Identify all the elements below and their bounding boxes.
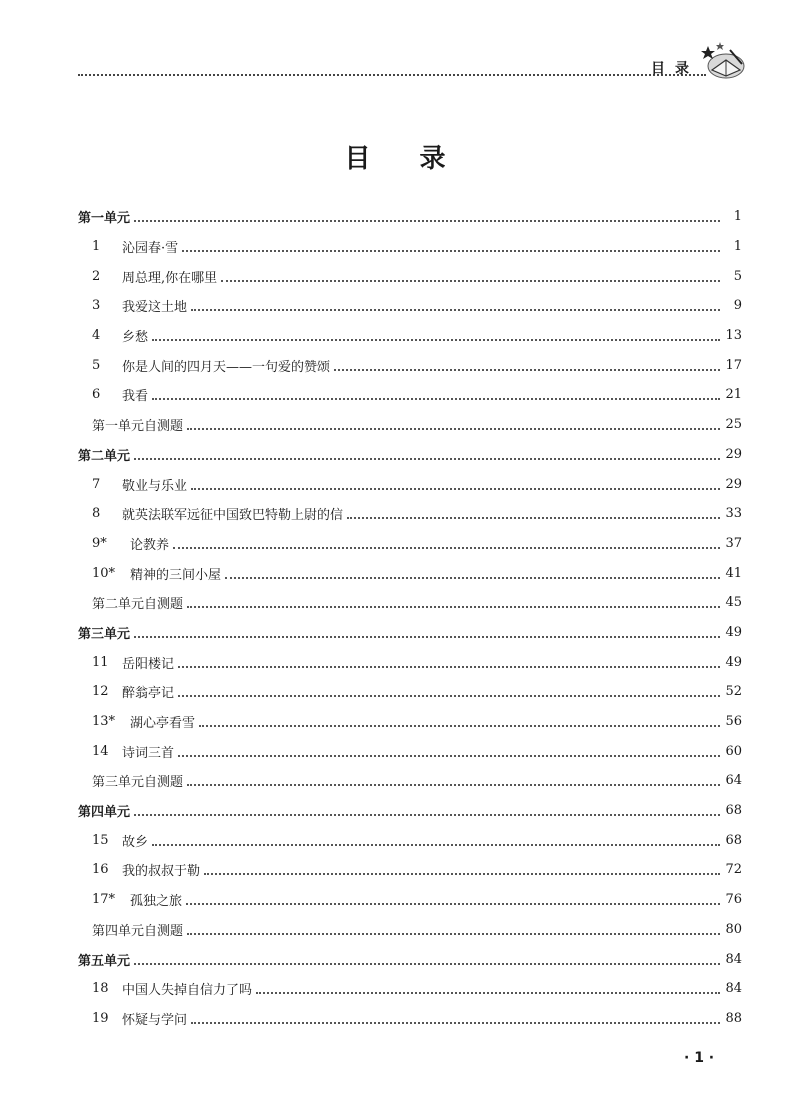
toc-page-number: 13 [725, 328, 742, 344]
toc-page-number: 49 [725, 654, 742, 670]
toc-leader-dots [134, 635, 720, 638]
toc-entry-title: 怀疑与学问 [122, 1012, 188, 1028]
toc-leader-dots [152, 843, 720, 846]
toc-page-number: 49 [725, 624, 742, 640]
toc-entry-title: 第四单元 [78, 805, 131, 821]
toc-page-number: 1 [733, 239, 742, 255]
toc-lesson-number: 14 [92, 743, 109, 759]
toc-lesson-row[interactable] [78, 529, 742, 559]
toc-entry-title: 我看 [122, 389, 149, 405]
toc-lesson-row[interactable] [78, 1004, 742, 1034]
toc-leader-dots [187, 427, 720, 430]
toc-lesson-number: 19 [92, 1010, 109, 1026]
toc-entry-title: 第三单元自测题 [92, 775, 184, 791]
toc-entry-title: 第五单元 [78, 953, 131, 969]
toc-page-number: 1 [733, 209, 742, 225]
toc-lesson-row[interactable] [78, 736, 742, 766]
toc-lesson-number: 9* [92, 535, 107, 551]
toc-leader-dots [191, 308, 720, 311]
toc-lesson-row[interactable] [78, 350, 742, 380]
toc-entry-title: 湖心亭看雪 [130, 716, 196, 732]
toc-page-number: 76 [725, 892, 742, 908]
toc-unit-row[interactable] [78, 618, 742, 648]
toc-page-number: 68 [725, 803, 742, 819]
toc-lesson-number: 5 [92, 357, 101, 373]
toc-leader-dots [204, 872, 720, 875]
toc-lesson-row[interactable] [78, 261, 742, 291]
toc-quiz-row[interactable] [78, 588, 742, 618]
toc-entry-title: 第二单元 [78, 448, 131, 464]
toc-lesson-row[interactable] [78, 499, 742, 529]
book-star-icon [700, 40, 746, 82]
toc-leader-dots [191, 487, 720, 490]
toc-quiz-row[interactable] [78, 915, 742, 945]
toc-unit-row[interactable] [78, 202, 742, 232]
toc-leader-dots [225, 576, 720, 579]
toc-entry-title: 周总理,你在哪里 [122, 270, 218, 286]
toc-lesson-number: 8 [92, 506, 101, 522]
toc-lesson-number: 12 [92, 684, 109, 700]
toc-entry-title: 你是人间的四月天——一句爱的赞颂 [122, 359, 331, 375]
toc-lesson-number: 3 [92, 298, 101, 314]
toc-lesson-number: 7 [92, 476, 101, 492]
toc-page-number: 52 [725, 684, 742, 700]
toc-leader-dots [178, 694, 720, 697]
toc-leader-dots [134, 962, 720, 965]
toc-lesson-row[interactable] [78, 321, 742, 351]
toc-entry-title: 醉翁亭记 [122, 686, 175, 702]
toc-entry-title: 精神的三间小屋 [130, 567, 222, 583]
toc-leader-dots [187, 932, 720, 935]
toc-lesson-number: 6 [92, 387, 101, 403]
toc-unit-row[interactable] [78, 944, 742, 974]
toc-lesson-row[interactable] [78, 677, 742, 707]
toc-entry-title: 我爱这土地 [122, 300, 188, 316]
toc-lesson-number: 17* [92, 892, 116, 908]
toc-page-number: 56 [725, 714, 742, 730]
toc-page-number: 45 [725, 595, 742, 611]
toc-leader-dots [178, 754, 720, 757]
toc-lesson-number: 1 [92, 239, 101, 255]
toc-page-number: 33 [725, 506, 742, 522]
toc-lesson-row[interactable] [78, 825, 742, 855]
toc-entry-title: 第三单元 [78, 626, 131, 642]
toc-lesson-number: 2 [92, 268, 101, 284]
toc-entry-title: 敬业与乐业 [122, 478, 188, 494]
toc-entry-title: 就英法联军远征中国致巴特勒上尉的信 [122, 508, 344, 524]
toc-leader-dots [334, 368, 720, 371]
page-number: · 1 · [684, 1050, 715, 1066]
toc-page-number: 84 [725, 951, 742, 967]
toc-page-number: 37 [725, 535, 742, 551]
toc-lesson-number: 10* [92, 565, 116, 581]
toc-page-number: 17 [725, 357, 742, 373]
toc-lesson-number: 16 [92, 862, 109, 878]
toc-lesson-row[interactable] [78, 974, 742, 1004]
toc-leader-dots [152, 338, 720, 341]
toc-page-number: 84 [725, 981, 742, 997]
toc-lesson-number: 18 [92, 981, 109, 997]
toc-leader-dots [187, 783, 720, 786]
toc-entry-title: 论教养 [130, 537, 170, 553]
toc-page-number: 68 [725, 832, 742, 848]
header-divider [78, 74, 706, 76]
toc-leader-dots [134, 457, 720, 460]
toc-quiz-row[interactable] [78, 766, 742, 796]
toc-entry-title: 孤独之旅 [130, 894, 183, 910]
toc-page-number: 29 [725, 476, 742, 492]
toc-lesson-number: 4 [92, 328, 101, 344]
toc-leader-dots [256, 991, 720, 994]
toc-page-number: 64 [725, 773, 742, 789]
toc-leader-dots [134, 219, 720, 222]
toc-leader-dots [191, 1021, 720, 1024]
toc-leader-dots [178, 665, 720, 668]
toc-leader-dots [152, 397, 720, 400]
toc-page-number: 25 [725, 417, 742, 433]
toc-lesson-row[interactable] [78, 558, 742, 588]
toc-entry-title: 第四单元自测题 [92, 923, 184, 939]
toc-entry-title: 岳阳楼记 [122, 656, 175, 672]
toc-lesson-number: 13* [92, 714, 116, 730]
toc-lesson-row[interactable] [78, 855, 742, 885]
toc-leader-dots [347, 516, 720, 519]
toc-page-number: 72 [725, 862, 742, 878]
toc-entry-title: 中国人失掉自信力了吗 [122, 983, 253, 999]
toc-leader-dots [199, 724, 720, 727]
toc-lesson-row[interactable] [78, 469, 742, 499]
toc-leader-dots [187, 605, 720, 608]
toc-quiz-row[interactable] [78, 410, 742, 440]
toc-unit-row[interactable] [78, 796, 742, 826]
toc-page-number: 9 [733, 298, 742, 314]
toc-lesson-row[interactable] [78, 380, 742, 410]
toc-entry-title: 诗词三首 [122, 745, 175, 761]
table-of-contents [78, 202, 742, 1033]
toc-page-number: 80 [725, 921, 742, 937]
toc-leader-dots [221, 279, 720, 282]
toc-unit-row[interactable] [78, 440, 742, 470]
toc-entry-title: 沁园春·雪 [122, 241, 179, 257]
toc-page-number: 21 [725, 387, 742, 403]
toc-lesson-number: 15 [92, 832, 109, 848]
toc-page-number: 41 [725, 565, 742, 581]
page-title: 目 录 [344, 144, 466, 174]
toc-page-number: 29 [725, 446, 742, 462]
toc-page-number: 88 [725, 1010, 742, 1026]
toc-entry-title: 乡愁 [122, 330, 149, 346]
toc-lesson-row[interactable] [78, 291, 742, 321]
toc-entry-title: 第二单元自测题 [92, 597, 184, 613]
toc-entry-title: 我的叔叔于勒 [122, 864, 201, 880]
toc-entry-title: 第一单元自测题 [92, 419, 184, 435]
toc-lesson-row[interactable] [78, 707, 742, 737]
toc-leader-dots [182, 249, 720, 252]
toc-lesson-number: 11 [92, 654, 109, 670]
toc-leader-dots [134, 813, 720, 816]
toc-entry-title: 故乡 [122, 834, 149, 850]
toc-lesson-row[interactable] [78, 232, 742, 262]
toc-entry-title: 第一单元 [78, 211, 131, 227]
header-section-label: 目录 [651, 61, 699, 77]
toc-leader-dots [186, 902, 720, 905]
toc-lesson-row[interactable] [78, 885, 742, 915]
toc-leader-dots [173, 546, 720, 549]
toc-lesson-row[interactable] [78, 647, 742, 677]
toc-page-number: 60 [725, 743, 742, 759]
toc-page-number: 5 [733, 268, 742, 284]
